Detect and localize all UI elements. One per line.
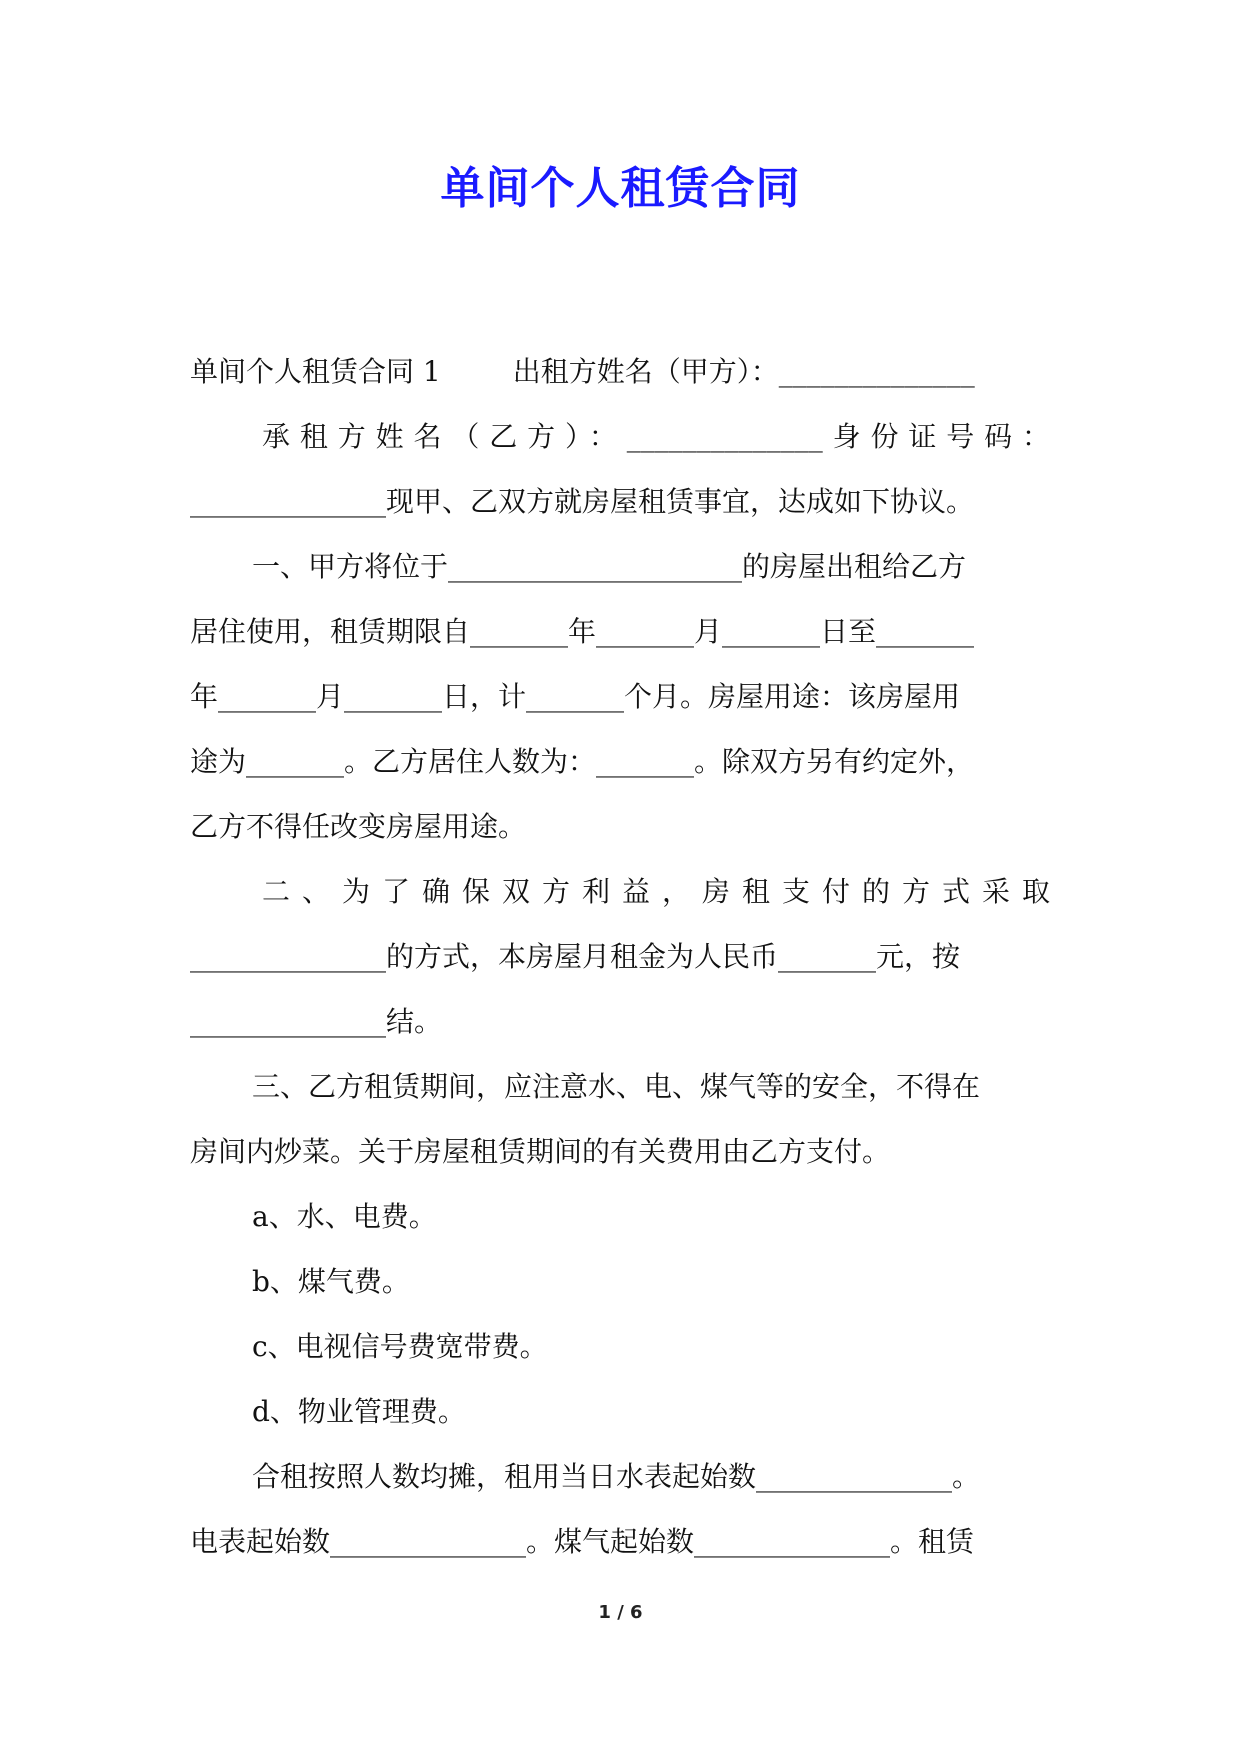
clause-2-line: 二、为了确保双方利益，房租支付的方式采取 — [262, 875, 1050, 908]
paragraph-line: 合租按照人数均摊，租用当日水表起始数______________。 — [252, 1460, 981, 1493]
paragraph-line: 途为_______。乙方居住人数为：_______。除双方另有约定外， — [190, 745, 975, 778]
paragraph-line: 居住使用，租赁期限自_______年_______月_______日至_______ — [190, 615, 975, 648]
paragraph-line: 年_______月_______日，计_______个月。房屋用途：该房屋用 — [190, 680, 961, 713]
lessor-name-line: 出租方姓名（甲方）：______________ — [512, 355, 975, 388]
paragraph-line: 电表起始数______________。煤气起始数______________。租赁 — [190, 1525, 975, 1558]
page-number: 1 / 6 — [598, 1602, 643, 1623]
paragraph-line: 乙方不得任改变房屋用途。 — [190, 810, 527, 843]
contract-body — [190, 352, 1050, 1587]
paragraph-line: ______________结。 — [190, 1005, 443, 1038]
paragraph-line: ______________的方式，本房屋月租金为人民币_______元，按 — [190, 940, 961, 973]
list-item: c、电视信号费宽带费。 — [252, 1330, 548, 1363]
paragraph-line: 房间内炒菜。关于房屋租赁期间的有关费用由乙方支付。 — [190, 1135, 891, 1168]
contract-heading-ref: 单间个人租赁合同 1 — [190, 355, 441, 388]
list-item: a、水、电费。 — [252, 1200, 437, 1233]
document-title: 单间个人租赁合同 — [440, 163, 801, 214]
clause-1-line: 一、甲方将位于_____________________的房屋出租给乙方 — [252, 550, 967, 583]
paragraph-line — [190, 352, 1050, 417]
paragraph-line: 承租方姓名（乙方）：______________身份证号码： — [262, 420, 1050, 453]
clause-3-line: 三、乙方租赁期间，应注意水、电、煤气等的安全，不得在 — [252, 1070, 981, 1103]
list-item: b、煤气费。 — [252, 1265, 410, 1298]
list-item: d、物业管理费。 — [252, 1395, 466, 1428]
paragraph-line: ______________现甲、乙双方就房屋租赁事宜，达成如下协议。 — [190, 485, 975, 518]
